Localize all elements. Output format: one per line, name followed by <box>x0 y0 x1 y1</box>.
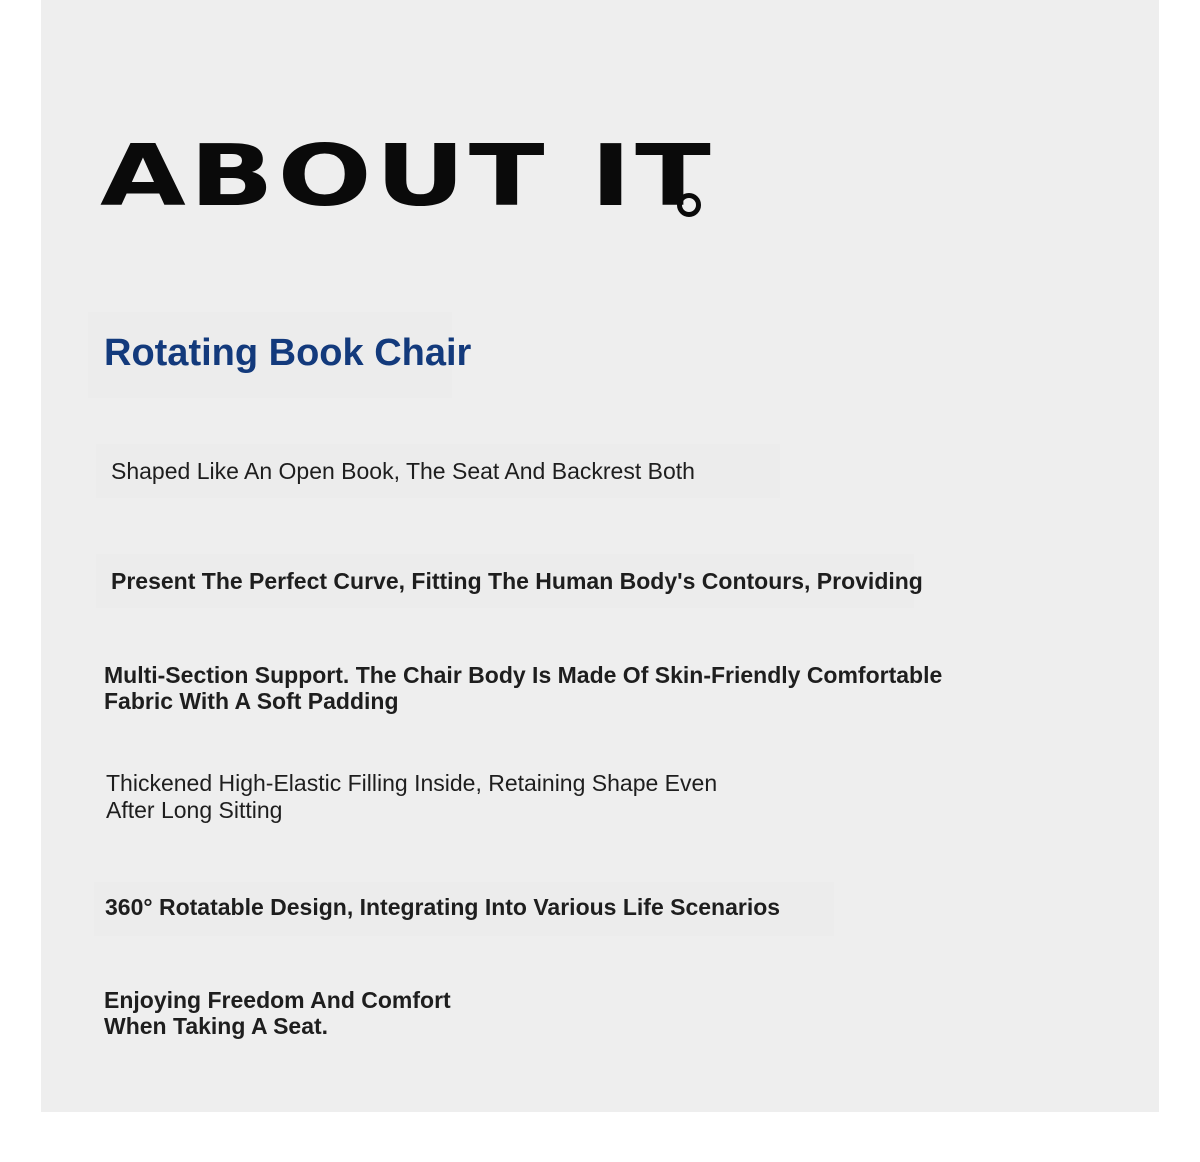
description-line-1: Shaped Like An Open Book, The Seat And Backrest Both <box>111 458 695 484</box>
description-line-8: Enjoying Freedom And Comfort <box>104 987 451 1013</box>
heading-period-circle <box>677 193 701 217</box>
description-line-9: When Taking A Seat. <box>104 1013 329 1039</box>
description-line-6: After Long Sitting <box>106 797 283 823</box>
product-title: Rotating Book Chair <box>104 332 472 374</box>
description-line-5: Thickened High-Elastic Filling Inside, Retaining Shape Even <box>106 770 718 796</box>
about-it-heading: ABOUT IT <box>100 127 715 226</box>
description-line-3: Multi-Section Support. The Chair Body Is Made Of Skin-Friendly Comfortable <box>104 662 943 688</box>
description-line-4: Fabric With A Soft Padding <box>104 688 399 714</box>
description-line-2: Present The Perfect Curve, Fitting The Human Body's Contours, Providing <box>111 568 923 594</box>
description-line-7: 360° Rotatable Design, Integrating Into Various Life Scenarios <box>105 894 781 920</box>
